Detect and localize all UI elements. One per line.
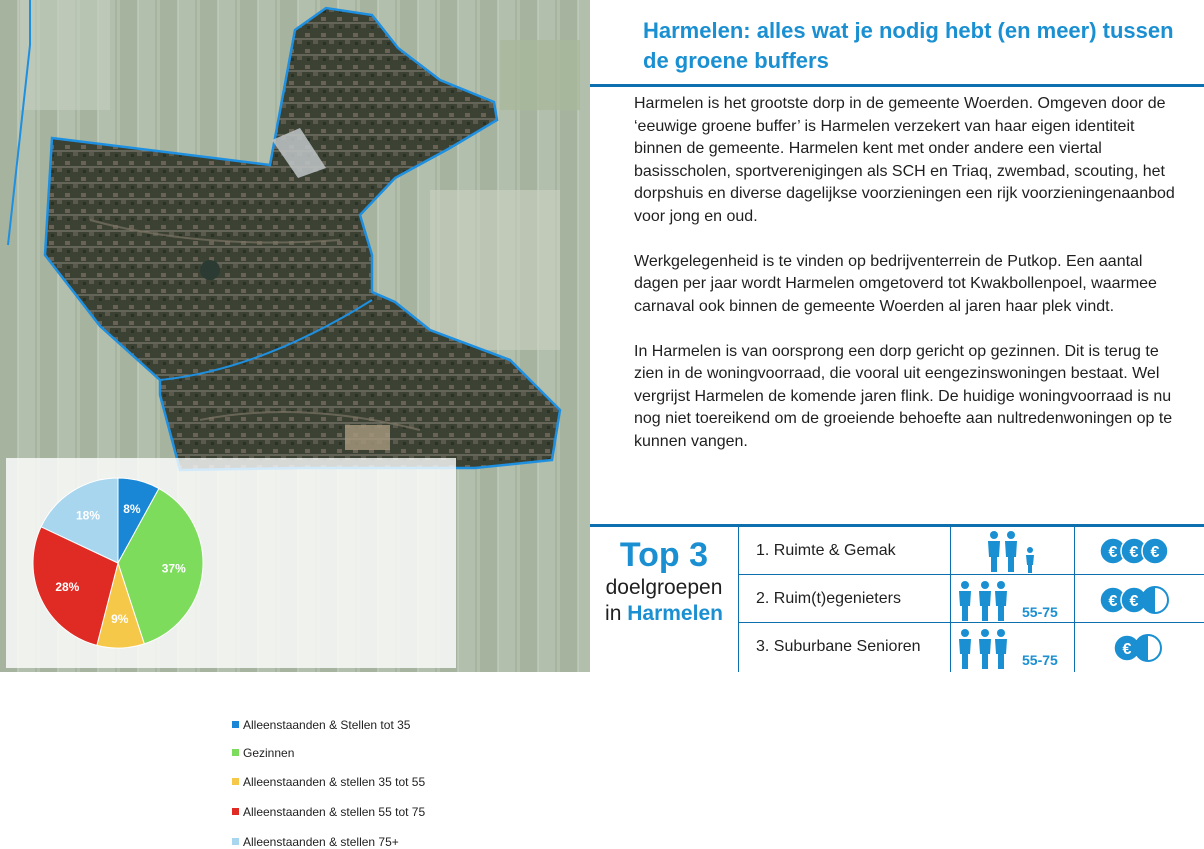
legend-item	[232, 746, 294, 760]
legend-item	[232, 718, 410, 732]
svg-text:€: €	[1129, 593, 1139, 610]
svg-text:€: €	[1122, 641, 1132, 658]
legend-item	[232, 775, 425, 789]
svg-text:€: €	[1108, 544, 1118, 561]
page-title: Harmelen: alles wat je nodig hebt (en meer) tussen de groene buffers	[643, 18, 1174, 73]
table-gridline	[738, 574, 1204, 575]
table-gridline	[1074, 527, 1075, 672]
pie-slice-label: 37%	[161, 561, 186, 576]
two-and-half-euro-coins-icon	[1098, 585, 1176, 615]
legend-item	[232, 805, 425, 819]
legend-label: Alleenstaanden & stellen 55 tot 75	[243, 805, 426, 819]
paragraph: In Harmelen is van oorsprong een dorp gericht op gezinnen. Dit is terug te zien in de woningvoorraad, die vooral uit eengezinswoningen bestaat. Wel vergrijst Harmelen de komende jaren flink. De huidige woningvoorraad is nu nog niet toereikend om de groeiende behoefte aan nultredenwoningen op te kunnen vangen.	[634, 342, 1173, 450]
family-icon	[985, 530, 1045, 574]
top3-heading-block	[590, 535, 738, 627]
pie-slice-label: 9%	[111, 611, 129, 626]
age-range: 55-75	[1022, 652, 1058, 668]
pie-slice-label: 28%	[55, 579, 80, 594]
top3-place: Harmelen	[627, 602, 723, 625]
legend-label: Alleenstaanden & stellen 75+	[243, 835, 399, 849]
legend-swatch	[232, 808, 239, 815]
pie-chart-panel	[6, 458, 456, 849]
age-range: 55-75	[1022, 604, 1058, 620]
legend-item	[232, 835, 399, 849]
paragraph: Werkgelegenheid is te vinden op bedrijventerrein de Putkop. Een aantal dagen per jaar wordt Harmelen omgetoverd tot Kwakbollenpoel, waarmee carnaval ook binnen de gemeente Woerden al jaren haar plek vindt.	[634, 252, 1157, 315]
target-group-3-label: 3. Suburbane Senioren	[756, 638, 921, 655]
legend-label: Alleenstaanden & Stellen tot 35	[243, 718, 411, 732]
top3-subheading-line1: doelgroepen	[605, 576, 723, 599]
three-euro-coins-icon	[1098, 536, 1176, 566]
legend-swatch	[232, 778, 239, 785]
legend-swatch	[232, 838, 239, 845]
svg-text:€: €	[1108, 593, 1118, 610]
intro-text	[634, 93, 1179, 476]
pie-slice-label: 8%	[123, 501, 141, 516]
table-gridline	[738, 622, 1204, 623]
paragraph: Harmelen is het grootste dorp in de gemeente Woerden. Omgeven door de ‘eeuwige groene buffer’ is Harmelen verzekert van haar eigen identiteit binnen de gemeente. Harmelen kent met onder andere een viertal basisscholen, sportverenigingen als SCH en Triaq, zwembad, scouting, het dorpshuis en diverse dagelijkse voorzieningen een rijk voorzieningenaanbod voor jong en oud.	[634, 95, 1175, 225]
legend-label: Alleenstaanden & stellen 35 tot 55	[243, 775, 426, 789]
pie-chart	[6, 458, 456, 668]
couple-icon	[955, 580, 1015, 622]
couple-icon	[955, 628, 1015, 670]
top3-subheading	[590, 575, 738, 627]
title-divider	[590, 84, 1204, 87]
one-and-half-euro-coins-icon	[1112, 633, 1168, 663]
top3-subheading-prefix: in	[605, 602, 622, 625]
table-gridline	[738, 527, 739, 672]
target-group-1-label: 1. Ruimte & Gemak	[756, 542, 896, 559]
legend-swatch	[232, 721, 239, 728]
table-gridline	[950, 527, 951, 672]
legend-swatch	[232, 749, 239, 756]
svg-text:€: €	[1150, 544, 1160, 561]
top3-heading: Top 3	[619, 536, 709, 574]
legend-label: Gezinnen	[243, 746, 295, 760]
pie-slice-label: 18%	[75, 508, 101, 523]
table-divider	[590, 524, 1204, 527]
svg-text:€: €	[1129, 544, 1139, 561]
target-group-2-label: 2. Ruim(t)egenieters	[756, 590, 901, 607]
